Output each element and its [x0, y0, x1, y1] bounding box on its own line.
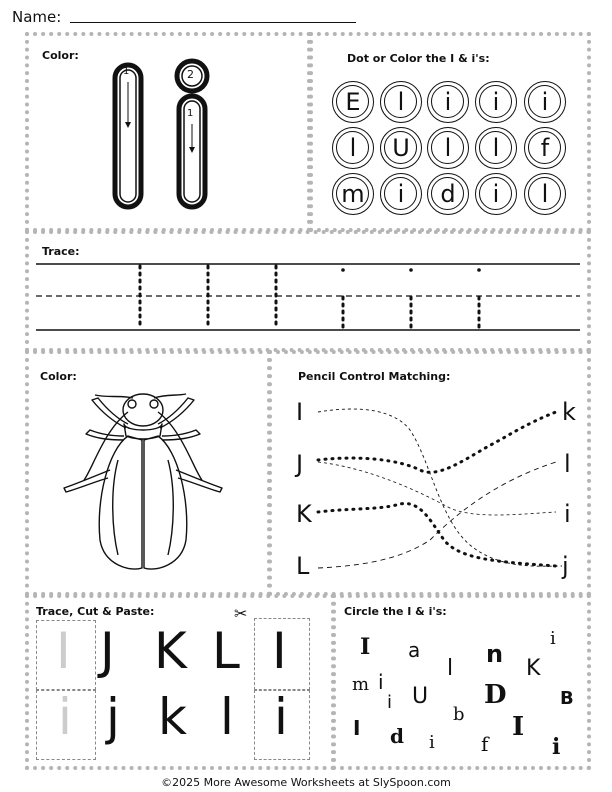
scatter-letter[interactable]: i	[378, 670, 384, 694]
match-left-J: J	[296, 450, 304, 478]
scatter-letter[interactable]: D	[484, 680, 507, 710]
scatter-letter[interactable]: i	[387, 692, 393, 713]
color-heading-top: Color:	[42, 49, 79, 62]
scatter-letter[interactable]: m	[352, 674, 370, 695]
cutout-I: I	[272, 622, 287, 680]
scatter-letter[interactable]: K	[526, 656, 541, 681]
cutout-L: L	[212, 622, 240, 680]
cutout-l: l	[220, 688, 234, 746]
dot-color-heading: Dot or Color the I & i's:	[347, 52, 490, 65]
scatter-letter[interactable]: B	[560, 688, 574, 709]
dot-circle-letter: l	[492, 134, 500, 162]
match-left-I: I	[296, 398, 304, 426]
dot-circle-letter: i	[397, 180, 405, 208]
cutout-j: j	[106, 688, 120, 746]
dot-circle-letter: U	[392, 134, 410, 162]
dot-circle-letter: l	[349, 134, 357, 162]
trace-heading: Trace:	[42, 245, 80, 258]
scatter-letter[interactable]: i	[552, 734, 561, 760]
cutout-i: i	[274, 688, 288, 746]
scatter-letter[interactable]: U	[412, 684, 429, 709]
scatter-letter[interactable]: I	[353, 716, 361, 740]
dot-circle-letter: i	[492, 180, 500, 208]
match-left-K: K	[296, 500, 312, 528]
dot-circle-letter: i	[541, 88, 549, 116]
scatter-letter[interactable]: I	[512, 712, 525, 742]
dot-circle-letter: f	[540, 134, 550, 162]
stroke-number-i: 1	[187, 108, 194, 119]
dot-circle-letter: m	[341, 180, 365, 208]
match-right-l: l	[564, 450, 571, 478]
color-heading-bottom: Color:	[40, 370, 77, 383]
scatter-letter[interactable]: f	[481, 732, 489, 756]
scatter-letter[interactable]: l	[447, 656, 454, 681]
circle-letters-heading: Circle the I & i's:	[344, 605, 447, 618]
match-right-k: k	[562, 398, 576, 426]
dot-circle-letter: i	[492, 88, 500, 116]
footer-credit: ©2025 More Awesome Worksheets at SlySpoon.com	[161, 776, 451, 789]
scatter-letter[interactable]: I	[360, 634, 371, 660]
match-left-L: L	[296, 552, 310, 580]
cutout-k: k	[158, 688, 187, 746]
dot-circle-letter: i	[444, 88, 452, 116]
scatter-letter[interactable]: i	[550, 628, 556, 649]
trace-cut-paste-heading: Trace, Cut & Paste:	[36, 605, 155, 618]
name-label: Name:	[12, 8, 62, 26]
dot-circle-letter: l	[397, 88, 405, 116]
scatter-letter[interactable]: i	[429, 732, 435, 753]
cutout-K: K	[154, 622, 187, 680]
cutout-J: J	[100, 622, 115, 680]
dot-circle-letter: d	[440, 180, 456, 208]
match-right-j: j	[562, 552, 569, 580]
dot-circle-letter: E	[345, 88, 361, 116]
match-right-i: i	[564, 500, 571, 528]
dot-circle-letter: l	[541, 180, 549, 208]
trace-lower-i: i	[58, 688, 72, 746]
scatter-letter[interactable]: b	[453, 704, 465, 725]
stroke-number-1: 1	[123, 66, 130, 77]
scatter-letter[interactable]: n	[486, 640, 504, 668]
scatter-letter[interactable]: a	[408, 638, 421, 662]
scatter-letter[interactable]: d	[390, 724, 404, 748]
trace-upper-I: I	[56, 622, 71, 680]
dot-circle-letter: l	[444, 134, 452, 162]
pencil-control-heading: Pencil Control Matching:	[298, 370, 451, 383]
stroke-number-2: 2	[187, 68, 194, 81]
scissors-icon: ✂	[234, 604, 248, 623]
